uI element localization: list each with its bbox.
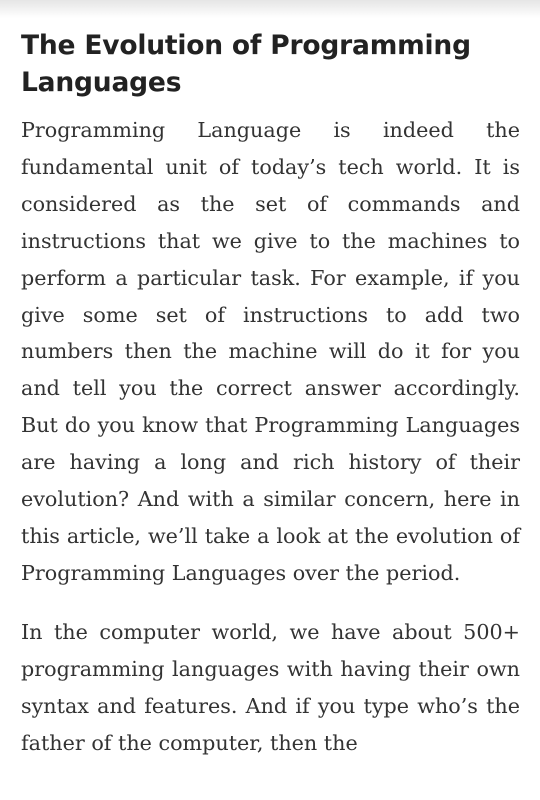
article-content — [21, 27, 520, 761]
article-paragraph-2: In the computer world, we have about 500+ programming languages with having their own syntax and features. And if you type who’s the father of the computer, then the — [21, 619, 520, 755]
top-bar-shadow — [0, 0, 540, 18]
article-title: The Evolution of Programming Languages — [21, 30, 471, 98]
article-paragraph-1: Programming Language is indeed the fundamental unit of today’s tech world. It is considered as the set of commands and instructions that we give to the machines to perform a particular task. For example, if you give some set of instructions to add two numbers then the machine will do it for you and tell you the correct answer accordingly. But do you know that Programming Languages are having a long and rich history of their evolution? And with a similar concern, here in this article, we’ll take a look at the evolution of Programming Languages over the period. — [21, 118, 520, 585]
